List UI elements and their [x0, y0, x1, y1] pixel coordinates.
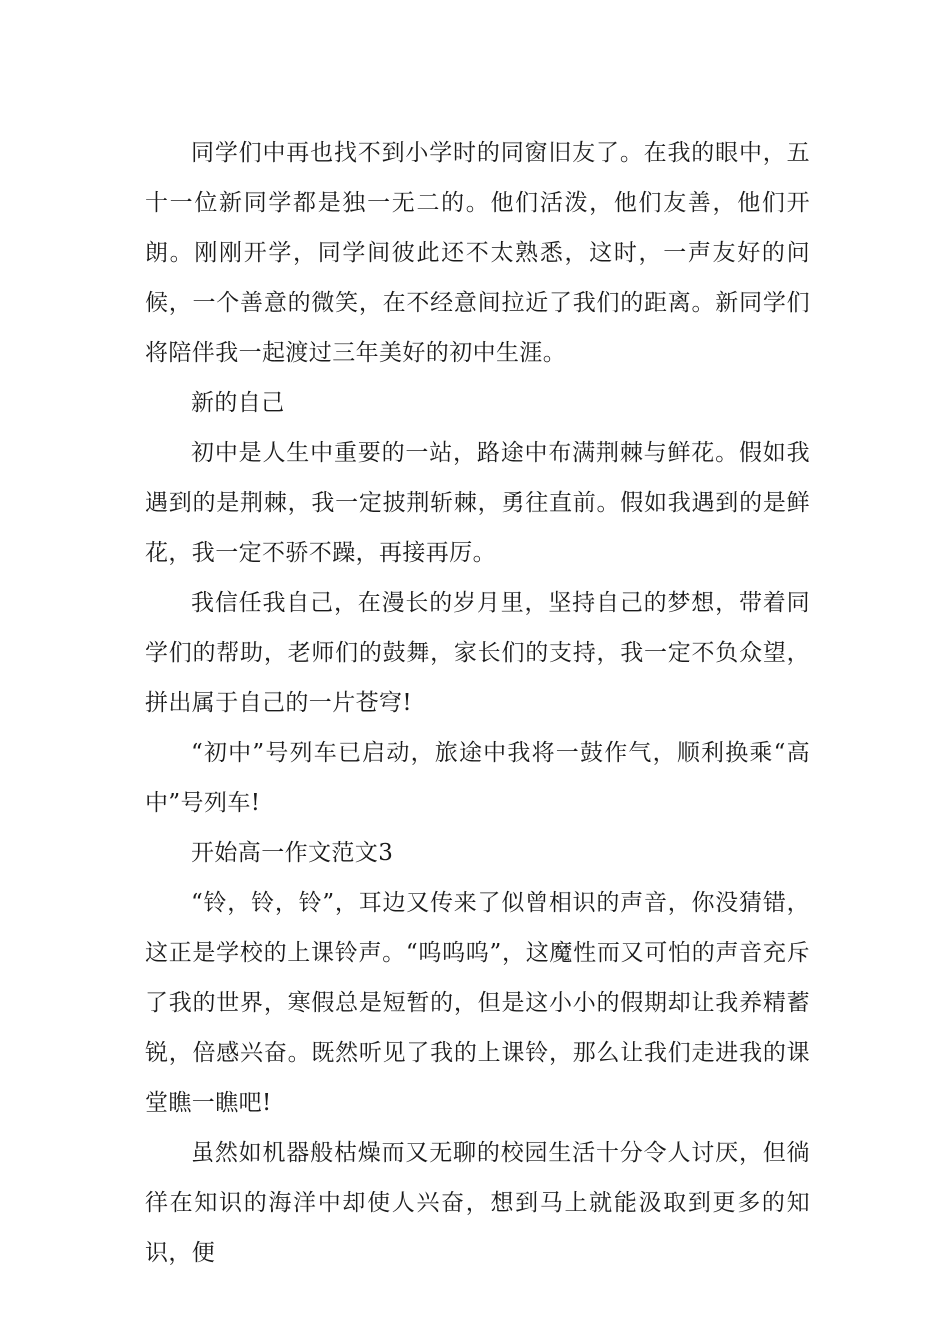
section-heading-new-self: 新的自己 — [191, 390, 285, 416]
paragraph-school-bell: “铃，铃，铃”，耳边又传来了似曾相识的声音，你没猜错，这正是学校的上课铃声。“呜呜呜”，这魔性而又可怕的声音充斥了我的世界，寒假总是短暂的，但是这小小的假期却让我养精蓄锐，倍感兴奋。既然听见了我的上课铃，那么让我们走进我的课堂瞧一瞧吧! — [145, 890, 810, 1116]
paragraph-train-metaphor: “初中”号列车已启动，旅途中我将一鼓作气，顺利换乘“高中”号列车! — [145, 740, 810, 816]
section-heading-essay-3: 开始高一作文范文3 — [191, 840, 394, 866]
document-body — [145, 128, 810, 1278]
paragraph-new-classmates: 同学们中再也找不到小学时的同窗旧友了。在我的眼中，五十一位新同学都是独一无二的。他们活泼，他们友善，他们开朗。刚刚开学，同学间彼此还不太熟悉，这时，一声友好的问候，一个善意的微笑，在不经意间拉近了我们的距离。新同学们将陪伴我一起渡过三年美好的初中生涯。 — [145, 140, 810, 366]
paragraph-school-life: 虽然如机器般枯燥而又无聊的校园生活十分令人讨厌，但徜徉在知识的海洋中却使人兴奋，想到马上就能汲取到更多的知识，便 — [145, 1140, 810, 1266]
paragraph-believe-myself: 我信任我自己，在漫长的岁月里，坚持自己的梦想，带着同学们的帮助，老师们的鼓舞，家长们的支持，我一定不负众望，拼出属于自己的一片苍穹! — [145, 590, 810, 716]
paragraph-junior-high-journey: 初中是人生中重要的一站，路途中布满荆棘与鲜花。假如我遇到的是荆棘，我一定披荆斩棘，勇往直前。假如我遇到的是鲜花，我一定不骄不躁，再接再厉。 — [145, 440, 810, 566]
